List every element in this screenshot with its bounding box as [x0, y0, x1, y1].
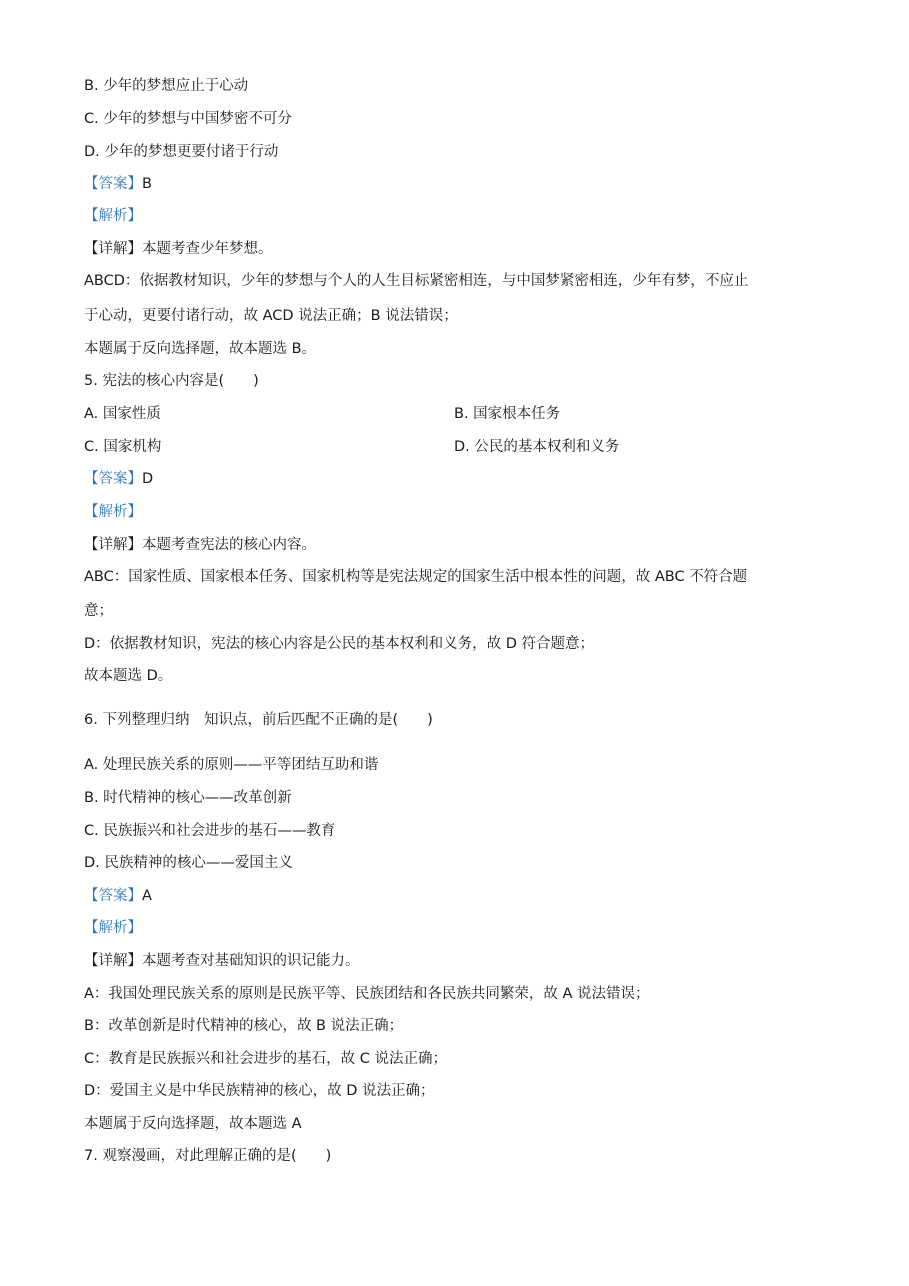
- q6-option-a: A. 处理民族关系的原则——平等团结互助和谐: [84, 757, 379, 773]
- q6-option-c: C. 民族振兴和社会进步的基石——教育: [84, 823, 336, 839]
- q6-option-d: D. 民族精神的核心——爱国主义: [84, 855, 293, 871]
- q6-conclusion: 本题属于反向选择题，故本题选 A: [84, 1116, 302, 1132]
- q6-explain-c: C：教育是民族振兴和社会进步的基石，故 C 说法正确；: [84, 1051, 447, 1067]
- q6-explain-d: D：爱国主义是中华民族精神的核心，故 D 说法正确；: [84, 1083, 435, 1099]
- q5-explain-2: 意；: [84, 603, 113, 619]
- q4-detail: 【详解】本题考查少年梦想。: [84, 241, 273, 257]
- q6-analysis-tag: 【解析】: [84, 920, 142, 936]
- q5-option-b: B. 国家根本任务: [454, 406, 561, 422]
- q7-stem: 7. 观察漫画，对此理解正确的是( ): [84, 1148, 332, 1164]
- q6-answer: [84, 886, 152, 906]
- q6-detail: 【详解】本题考查对基础知识的识记能力。: [84, 953, 360, 969]
- q4-answer: [84, 174, 152, 194]
- q4-analysis-tag: 【解析】: [84, 208, 142, 224]
- q5-explain-1: ABC：国家性质、国家根本任务、国家机构等是宪法规定的国家生活中根本性的问题，故 ABC 不符合题: [84, 569, 748, 585]
- q4-explain-2: 于心动，更要付诸行动，故 ACD 说法正确；B 说法错误；: [84, 308, 458, 324]
- q6-stem: 6. 下列整理归纳 知识点，前后匹配不正确的是( ): [84, 712, 433, 728]
- q6-explain-a: A：我国处理民族关系的原则是民族平等、民族团结和各民族共同繁荣，故 A 说法错误；: [84, 986, 650, 1002]
- q4-option-c: C. 少年的梦想与中国梦密不可分: [84, 111, 292, 127]
- q5-option-a: A. 国家性质: [84, 406, 161, 422]
- q5-option-d: D. 公民的基本权利和义务: [454, 439, 620, 455]
- q5-explain-3: D：依据教材知识，宪法的核心内容是公民的基本权利和义务，故 D 符合题意；: [84, 636, 595, 652]
- q5-detail: 【详解】本题考查宪法的核心内容。: [84, 537, 316, 553]
- q4-option-d: D. 少年的梦想更要付诸于行动: [84, 144, 279, 160]
- answer-value: D: [142, 471, 154, 487]
- answer-tag: 【答案】: [84, 888, 142, 904]
- q6-option-b: B. 时代精神的核心——改革创新: [84, 790, 292, 806]
- q5-option-c: C. 国家机构: [84, 439, 162, 455]
- q4-option-b: B. 少年的梦想应止于心动: [84, 78, 249, 94]
- q5-analysis-tag: 【解析】: [84, 504, 142, 520]
- q6-explain-b: B：改革创新是时代精神的核心，故 B 说法正确；: [84, 1018, 404, 1034]
- q5-stem: 5. 宪法的核心内容是( ): [84, 373, 259, 389]
- answer-value: B: [142, 176, 152, 192]
- answer-value: A: [142, 888, 152, 904]
- answer-tag: 【答案】: [84, 471, 142, 487]
- q4-conclusion: 本题属于反向选择题，故本题选 B。: [84, 341, 317, 357]
- q5-answer: [84, 469, 153, 489]
- answer-tag: 【答案】: [84, 176, 142, 192]
- q4-explain-1: ABCD：依据教材知识，少年的梦想与个人的人生目标紧密相连，与中国梦紧密相连，少年有梦，不应止: [84, 273, 749, 289]
- q5-conclusion: 故本题选 D。: [84, 668, 173, 684]
